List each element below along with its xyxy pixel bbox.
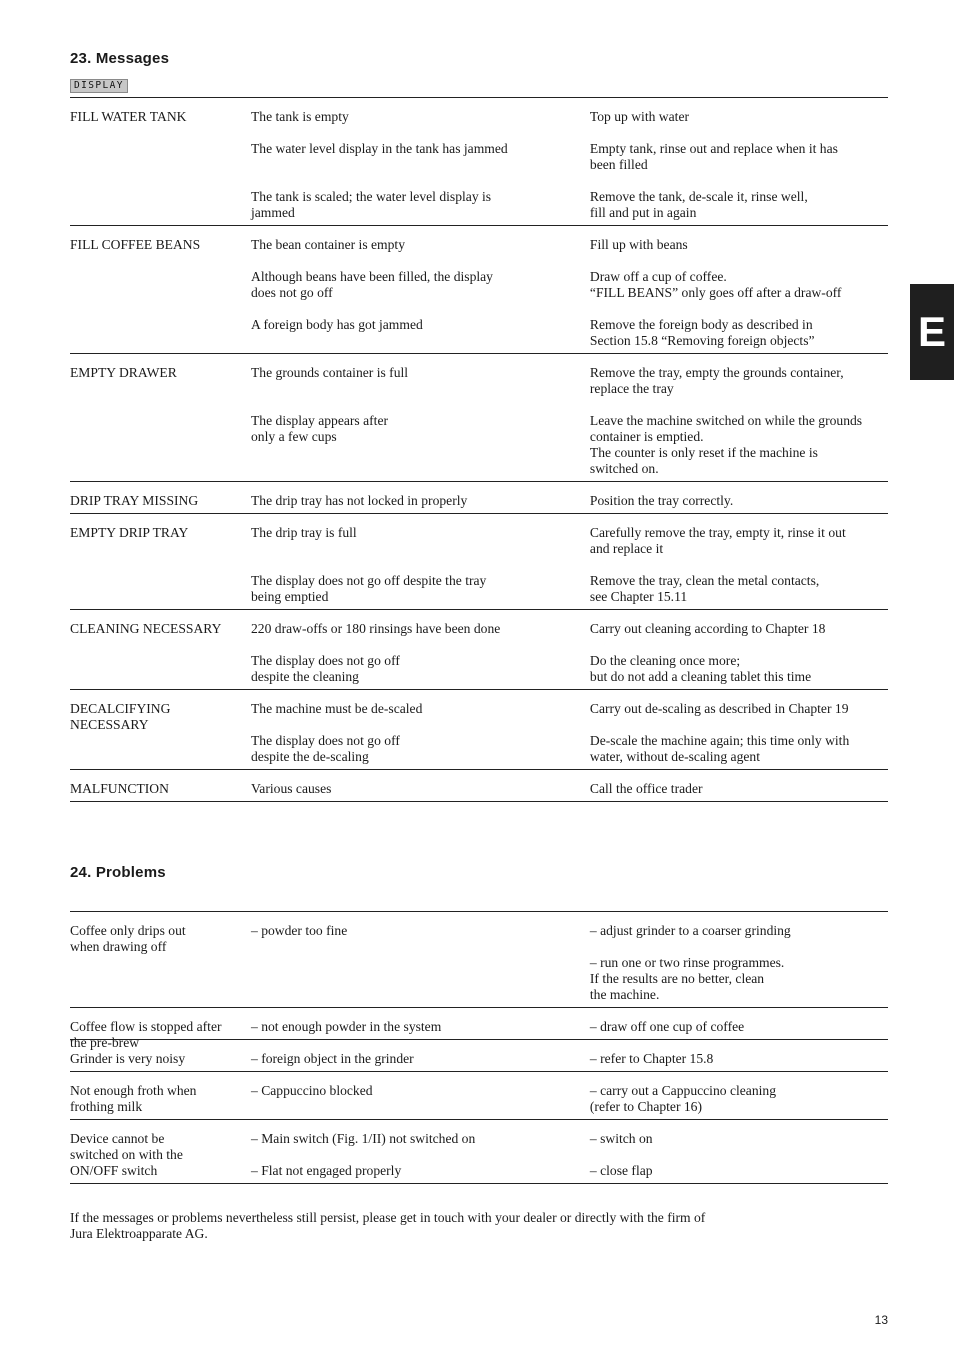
messages-remedy: Leave the machine switched on while the grounds container is emptied. The counter is only reset if the machine is switched on. <box>589 413 863 476</box>
problems-label: Coffee flow is stopped after the pre-brew <box>70 1019 222 1050</box>
messages-group <box>70 690 888 770</box>
messages-remedy: Carefully remove the tray, empty it, rinse it out and replace it <box>589 525 846 556</box>
problems-remedy: – close flap <box>589 1163 653 1178</box>
problems-cause: – foreign object in the grinder <box>251 1051 414 1066</box>
messages-label: MALFUNCTION <box>70 781 169 796</box>
messages-row <box>70 573 888 605</box>
problems-remedy: – refer to Chapter 15.8 <box>589 1051 714 1066</box>
messages-cause: The display does not go off despite the cleaning <box>251 653 400 684</box>
problems-cause: – Cappuccino blocked <box>251 1083 373 1098</box>
messages-remedy: De-scale the machine again; this time only with water, without de-scaling agent <box>589 733 850 764</box>
messages-group <box>70 354 888 482</box>
problems-group <box>70 1120 888 1184</box>
problems-remedy: – switch on <box>589 1131 653 1146</box>
messages-cause: Although beans have been filled, the display does not go off <box>251 269 493 300</box>
problems-table <box>70 911 888 1184</box>
messages-remedy: Call the office trader <box>589 781 703 796</box>
problems-group <box>70 1072 888 1120</box>
messages-remedy: Remove the tank, de-scale it, rinse well, fill and put in again <box>589 189 808 220</box>
messages-row <box>70 733 888 765</box>
messages-row <box>70 189 888 221</box>
messages-remedy: Top up with water <box>589 109 689 124</box>
messages-cause: The grounds container is full <box>251 365 409 380</box>
messages-cause: The display appears after only a few cups <box>251 413 389 444</box>
messages-group <box>70 482 888 514</box>
page-number: 13 <box>874 1313 888 1327</box>
messages-cause: 220 draw-offs or 180 rinsings have been done <box>251 621 501 636</box>
problems-cause: – not enough powder in the system <box>251 1019 442 1034</box>
messages-row <box>70 317 888 349</box>
messages-cause: The drip tray has not locked in properly <box>251 493 468 508</box>
messages-label: FILL COFFEE BEANS <box>70 237 201 252</box>
problems-label: Not enough froth when frothing milk <box>70 1083 197 1114</box>
problems-heading: 24. Problems <box>70 864 166 881</box>
language-tab: E <box>910 284 954 380</box>
problems-row <box>70 955 888 1003</box>
messages-remedy: Fill up with beans <box>589 237 688 252</box>
messages-cause: The display does not go off despite the tray being emptied <box>251 573 487 604</box>
messages-label: EMPTY DRIP TRAY <box>70 525 189 540</box>
messages-cause: The tank is empty <box>251 109 349 124</box>
problems-label: Device cannot be switched on with the ON/OFF switch <box>70 1131 183 1178</box>
messages-label: EMPTY DRAWER <box>70 365 177 380</box>
problems-remedy: – carry out a Cappuccino cleaning (refer to Chapter 16) <box>589 1083 776 1114</box>
messages-remedy: Draw off a cup of coffee. “FILL BEANS” only goes off after a draw-off <box>589 269 842 300</box>
problems-group <box>70 1008 888 1050</box>
messages-cause: The water level display in the tank has jammed <box>251 141 508 156</box>
problems-remedy: – run one or two rinse programmes. If the results are no better, clean the machine. <box>589 955 785 1002</box>
messages-group <box>70 514 888 610</box>
messages-remedy: Position the tray correctly. <box>589 493 734 508</box>
messages-cause: A foreign body has got jammed <box>251 317 423 332</box>
messages-remedy: Remove the tray, empty the grounds container, replace the tray <box>589 365 844 396</box>
problems-group <box>70 1040 888 1072</box>
problems-label: Coffee only drips out when drawing off <box>70 923 186 954</box>
messages-cause: The display does not go off despite the de-scaling <box>251 733 400 764</box>
messages-group <box>70 98 888 226</box>
display-label: DISPLAY <box>70 79 128 93</box>
messages-label: CLEANING NECESSARY <box>70 621 222 636</box>
messages-label: FILL WATER TANK <box>70 109 187 124</box>
problems-cause: – Flat not engaged properly <box>251 1163 402 1178</box>
messages-remedy: Empty tank, rinse out and replace when it has been filled <box>589 141 838 172</box>
problems-cause: – Main switch (Fig. 1/II) not switched on <box>251 1131 476 1146</box>
messages-label: DECALCIFYING NECESSARY <box>70 701 171 732</box>
messages-remedy: Do the cleaning once more; but do not add a cleaning tablet this time <box>589 653 812 684</box>
messages-cause: Various causes <box>251 781 332 796</box>
messages-row <box>70 653 888 685</box>
messages-group <box>70 226 888 354</box>
messages-row <box>70 141 888 173</box>
problems-remedy: – draw off one cup of coffee <box>589 1019 745 1034</box>
messages-cause: The tank is scaled; the water level display is jammed <box>251 189 492 220</box>
problems-label: Grinder is very noisy <box>70 1051 186 1066</box>
messages-table <box>70 97 888 802</box>
problems-remedy: – adjust grinder to a coarser grinding <box>589 923 791 938</box>
problems-cause <box>251 955 579 1003</box>
messages-group <box>70 770 888 802</box>
problems-group <box>70 912 888 1008</box>
messages-row <box>70 413 888 477</box>
problems-cause: – powder too fine <box>251 923 348 938</box>
messages-remedy: Carry out cleaning according to Chapter 18 <box>589 621 826 636</box>
messages-remedy: Remove the tray, clean the metal contacts, see Chapter 15.11 <box>589 573 820 604</box>
footnote: If the messages or problems nevertheless still persist, please get in touch with your dealer or directly with the firm of Jura Elektroapparate AG. <box>70 1210 706 1241</box>
messages-cause: The bean container is empty <box>251 237 406 252</box>
messages-label: DRIP TRAY MISSING <box>70 493 199 508</box>
messages-group <box>70 610 888 690</box>
messages-heading: 23. Messages <box>70 50 170 67</box>
messages-remedy: Carry out de-scaling as described in Chapter 19 <box>589 701 849 716</box>
messages-cause: The drip tray is full <box>251 525 357 540</box>
messages-row <box>70 269 888 301</box>
messages-remedy: Remove the foreign body as described in Section 15.8 “Removing foreign objects” <box>589 317 815 348</box>
messages-cause: The machine must be de-scaled <box>251 701 423 716</box>
